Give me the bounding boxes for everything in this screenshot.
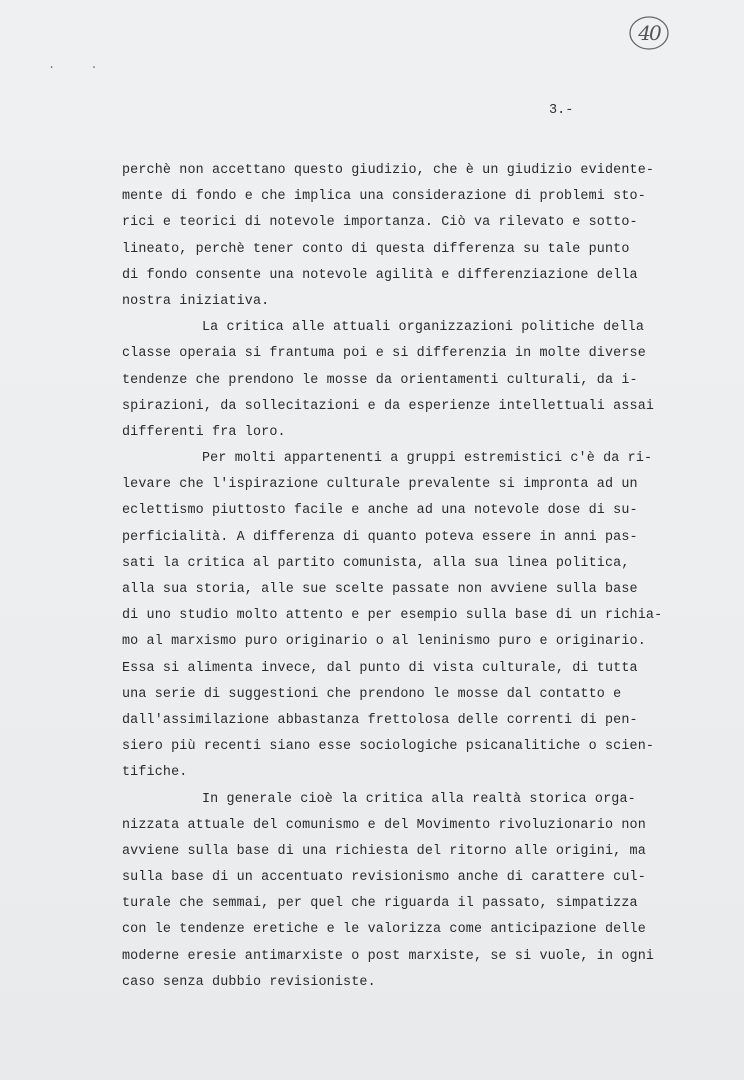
text-line: mente di fondo e che implica una considerazione di problemi sto- — [122, 189, 646, 205]
text-line: tifiche. — [122, 765, 188, 781]
text-line: spirazioni, da sollecitazioni e da esperienze intellettuali assai — [122, 398, 655, 414]
text-line: sulla base di un accentuato revisionismo anche di carattere cul- — [122, 870, 646, 886]
text-line: rici e teorici di notevole importanza. Ciò va rilevato e sotto- — [122, 215, 638, 231]
text-line: La critica alle attuali organizzazioni politiche della — [202, 320, 645, 336]
text-line: siero più recenti siano esse sociologiche psicanalitiche o scien- — [122, 739, 655, 755]
text-line: perchè non accettano questo giudizio, che è un giudizio evidente- — [122, 163, 655, 178]
stamp-number: 40 — [638, 21, 660, 45]
text-line: di fondo consente una notevole agilità e differenziazione della — [122, 267, 638, 283]
text-line: In generale cioè la critica alla realtà storica orga- — [202, 791, 636, 807]
text-line: nostra iniziativa. — [122, 293, 270, 309]
text-line: di uno studio molto attento e per esempio sulla base di un richia- — [122, 608, 663, 624]
text-line: differenti fra loro. — [122, 424, 286, 440]
text-line: perficialità. A differenza di quanto poteva essere in anni pas- — [122, 529, 638, 545]
text-line: dall'assimilazione abbastanza frettolosa delle correnti di pen- — [122, 712, 638, 728]
text-line: mo al marxismo puro originario o al leninismo puro e originario. — [122, 634, 646, 650]
body-text — [122, 158, 682, 996]
page-number: 3.- — [549, 103, 574, 118]
text-line: turale che semmai, per quel che riguarda il passato, simpatizza — [122, 896, 638, 912]
text-line: eclettismo piuttosto facile e anche ad una notevole dose di su- — [122, 503, 638, 519]
text-line: Per molti appartenenti a gruppi estremistici c'è da ri- — [202, 451, 653, 467]
text-line: una serie di suggestioni che prendono le mosse dal contatto e — [122, 686, 622, 702]
text-line: Essa si alimenta invece, dal punto di vista culturale, di tutta — [122, 660, 638, 676]
text-line: tendenze che prendono le mosse da orientamenti culturali, da i- — [122, 372, 638, 388]
page-stamp — [627, 14, 671, 52]
text-line: caso senza dubbio revisioniste. — [122, 974, 376, 990]
text-line: classe operaia si frantuma poi e si differenzia in molte diverse — [122, 346, 646, 362]
text-line: moderne eresie antimarxiste o post marxiste, se si vuole, in ogni — [122, 948, 655, 964]
text-line: levare che l'ispirazione culturale prevalente si impronta ad un — [122, 477, 638, 493]
text-line: avviene sulla base di una richiesta del ritorno alle origini, ma — [122, 843, 646, 859]
text-line: lineato, perchè tener conto di questa differenza su tale punto — [122, 241, 630, 257]
text-line: sati la critica al partito comunista, alla sua linea politica, — [122, 555, 630, 571]
text-line: nizzata attuale del comunismo e del Movimento rivoluzionario non — [122, 817, 646, 833]
text-line: con le tendenze eretiche e le valorizza come anticipazione delle — [122, 922, 646, 938]
margin-marks: . . — [48, 58, 112, 72]
text-line: alla sua storia, alle sue scelte passate non avviene sulla base — [122, 582, 638, 597]
